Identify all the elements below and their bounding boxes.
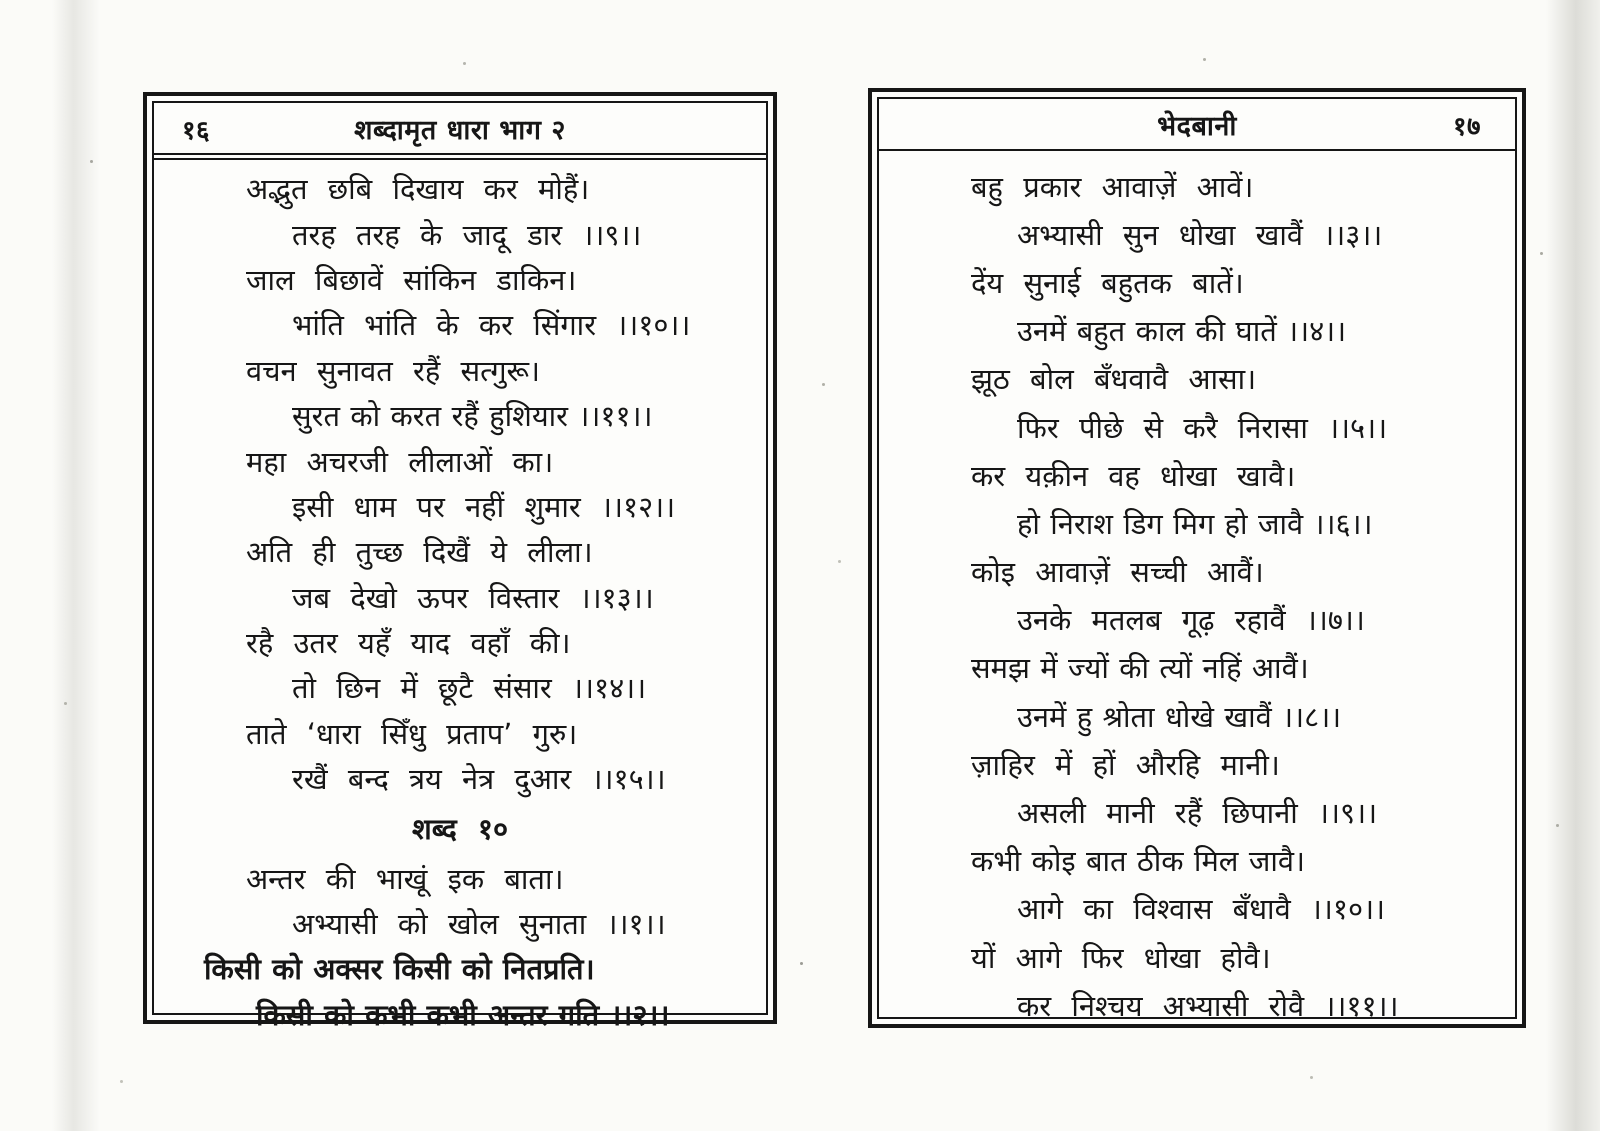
left-page-inner-frame: [152, 101, 768, 1032]
verse-line: बहु प्रकार आवाज़ें आवें।: [971, 169, 1254, 204]
verse-line: महा अचरजी लीलाओं का।: [246, 444, 554, 479]
verse-line: सुरत को करत रहैं हुशियार ।।११।।: [292, 399, 653, 434]
verse-line: देंय सुनाई बहुतक बातें।: [971, 265, 1244, 300]
verse-line: किसी को अक्सर किसी को नितप्रति।: [204, 952, 595, 987]
left-page-title: शब्दामृत धारा भाग २: [354, 114, 566, 146]
verse-line: रखैं बन्द त्रय नेत्र दुआर ।।१५।।: [292, 762, 666, 797]
verse-line: इसी धाम पर नहीं शुमार ।।१२।।: [292, 489, 676, 524]
verse-line: अभ्यासी को खोल सुनाता ।।१।।: [292, 907, 666, 942]
left-page: [143, 92, 777, 1032]
verse-line: यों आगे फिर धोखा होवै।: [971, 940, 1271, 975]
right-page-inner-frame: [877, 97, 1517, 1023]
verse-line: असली मानी रहैं छिपानी ।।९।।: [1017, 796, 1378, 831]
verse-line: उनमें हु श्रोता धोखे खावैं ।।८।।: [1017, 699, 1342, 734]
right-page-title: भेदबानी: [1157, 110, 1237, 142]
verse-line: झूठ बोल बँधवावै आसा।: [971, 362, 1257, 397]
left-page-body: [154, 155, 766, 1038]
right-page-number: १७: [1452, 112, 1481, 142]
left-page-header: [154, 103, 766, 155]
right-page-header: [879, 99, 1515, 151]
left-page-number: १६: [182, 116, 211, 146]
verse-line: कर यक़ीन वह धोखा खावै।: [971, 458, 1296, 493]
verse-line: कभी कोइ बात ठीक मिल जावै।: [971, 844, 1305, 879]
verse-line: ताते ‘धारा सिँधु प्रताप’ गुरु।: [246, 716, 578, 751]
verse-line: अन्तर की भाखूं इक बाता।: [246, 861, 564, 896]
verse-line: वचन सुनावत रहैं सत्गुरू।: [246, 353, 541, 388]
verse-line: अति ही तुच्छ दिखैं ये लीला।: [246, 535, 593, 570]
section-heading: शब्द १०: [411, 811, 509, 846]
verse-line: कोइ आवाज़ें सच्ची आवैं।: [971, 555, 1264, 590]
verse-line: अभ्यासी सुन धोखा खावैं ।।३।।: [1017, 217, 1383, 252]
verse-line: तरह तरह के जादू डार ।।९।।: [292, 217, 642, 252]
verse-line: आगे का विश्वास बँधावै ।।१०।।: [1017, 892, 1386, 927]
verse-line: समझ में ज्यों की त्यों नहिं आवैं।: [971, 651, 1309, 686]
verse-line: तो छिन में छूटै संसार ।।१४।।: [292, 671, 647, 706]
verse-line: जब देखो ऊपर विस्तार ।।१३।।: [292, 580, 654, 615]
scan-noise-speckles: [0, 0, 3, 3]
verse-line: अद्भुत छबि दिखाय कर मोहैं।: [246, 172, 590, 207]
verse-line: हो निराश डिग मिग हो जावै ।।६।।: [1017, 506, 1373, 541]
verse-line: उनमें बहुत काल की घातें ।।४।।: [1017, 314, 1347, 349]
verse-line: जाल बिछावें सांकिन डाकिन।: [246, 262, 577, 297]
verse-line: ज़ाहिर में हों औरहि मानी।: [971, 747, 1280, 782]
scan-edge-shadow-left: [52, 0, 100, 1131]
scan-edge-shadow-right: [1546, 0, 1600, 1131]
verse-line: रहै उतर यहँ याद वहाँ की।: [246, 626, 571, 661]
verse-line: उनके मतलब गूढ़ रहावैं ।।७।।: [1017, 603, 1365, 638]
verse-line: कर निश्चय अभ्यासी रोवै ।।११।।: [1017, 988, 1399, 1023]
verse-line: फिर पीछे से करै निरासा ।।५।।: [1017, 410, 1388, 445]
right-page: [868, 88, 1526, 1028]
verse-line: भांति भांति के कर सिंगार ।।१०।।: [292, 308, 691, 343]
verse-line: किसी को कभी कभी अन्तर गति ।।२।।: [256, 997, 670, 1032]
right-page-body: [879, 151, 1515, 1030]
